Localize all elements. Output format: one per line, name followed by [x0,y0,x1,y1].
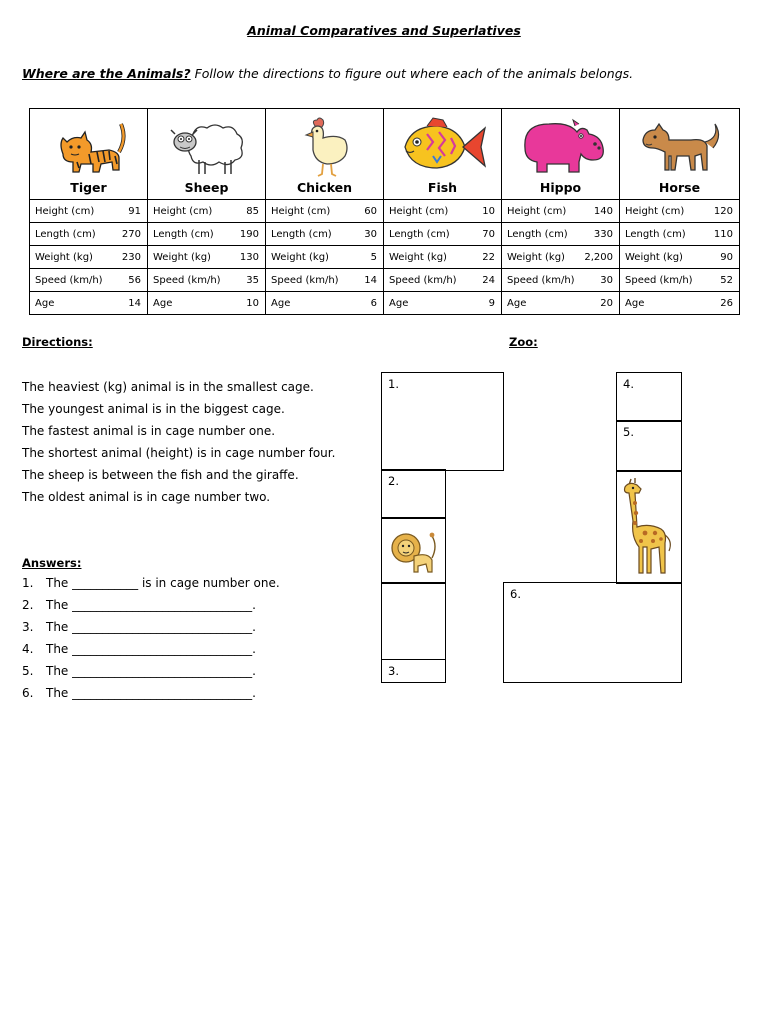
stat-cell: Speed (km/h) 56 [30,269,148,292]
stat-cell: Speed (km/h) 30 [502,269,620,292]
stat-cell: Weight (kg) 2,200 [502,246,620,269]
cage-empty [381,582,446,662]
cage-1[interactable]: 1. [381,372,504,471]
answers-heading: Answers: [22,556,82,570]
horse-icon [635,118,725,178]
chicken-icon [295,116,355,178]
stat-cell: Weight (kg) 22 [384,246,502,269]
cage-5[interactable]: 5. [616,420,682,472]
answer-line[interactable]: 5. The ______________________________. [22,664,256,678]
stat-row-height [30,200,740,223]
animal-card-horse [620,109,740,200]
animal-card-hippo [502,109,620,200]
animal-name-horse: Horse [658,180,701,195]
intro [22,66,633,81]
tiger-icon [49,118,129,178]
animal-name-sheep: Sheep [184,180,229,195]
cage-6[interactable]: 6. [503,582,682,683]
stat-cell: Height (cm) 120 [620,200,740,223]
stat-cell: Length (cm) 190 [148,223,266,246]
intro-lead: Where are the Animals? [22,66,191,81]
hippo-icon [515,114,607,178]
stat-cell: Speed (km/h) 35 [148,269,266,292]
animal-card-fish [384,109,502,200]
cage-2[interactable]: 2. [381,469,446,519]
stat-cell: Age 20 [502,292,620,315]
stat-cell: Age 9 [384,292,502,315]
answer-line[interactable]: 4. The ______________________________. [22,642,256,656]
cage-4[interactable]: 4. [616,372,682,422]
animal-card-sheep [148,109,266,200]
giraffe-icon [621,477,677,577]
page-title: Animal Comparatives and Superlatives [247,23,521,38]
stat-cell: Length (cm) 30 [266,223,384,246]
stat-cell: Length (cm) 270 [30,223,148,246]
animal-name-hippo: Hippo [539,180,582,195]
animal-table [29,108,740,315]
direction-item: The sheep is between the fish and the giraffe. [22,468,299,482]
stat-cell: Speed (km/h) 24 [384,269,502,292]
answer-line[interactable]: 6. The ______________________________. [22,686,256,700]
answer-line[interactable]: 1. The ___________ is in cage number one. [22,576,280,590]
animal-name-fish: Fish [427,180,458,195]
stat-cell: Length (cm) 70 [384,223,502,246]
direction-item: The fastest animal is in cage number one. [22,424,276,438]
animal-name-tiger: Tiger [70,180,107,195]
stat-cell: Length (cm) 110 [620,223,740,246]
cage-3[interactable]: 3. [381,659,446,683]
stat-row-age [30,292,740,315]
stat-cell: Speed (km/h) 14 [266,269,384,292]
answers-section [22,552,280,704]
stat-cell: Height (cm) 85 [148,200,266,223]
stat-cell: Weight (kg) 90 [620,246,740,269]
animal-card-chicken [266,109,384,200]
answer-line[interactable]: 3. The ______________________________. [22,620,256,634]
direction-item: The heaviest (kg) animal is in the smallest cage. [22,380,314,394]
directions-heading: Directions: [22,335,93,349]
animal-header-row [30,109,740,200]
stat-row-length [30,223,740,246]
cage-lion [381,517,446,584]
direction-item: The shortest animal (height) is in cage number four. [22,446,336,460]
cage-giraffe [616,470,682,584]
stat-cell: Age 10 [148,292,266,315]
stat-cell: Weight (kg) 130 [148,246,266,269]
directions-list [22,376,335,508]
direction-item: The youngest animal is in the biggest cage. [22,402,285,416]
intro-text: Follow the directions to figure out where each of the animals belongs. [194,66,634,81]
animal-name-chicken: Chicken [296,180,353,195]
stat-cell: Speed (km/h) 52 [620,269,740,292]
animal-card-tiger [30,109,148,200]
stat-cell: Weight (kg) 5 [266,246,384,269]
zoo-heading: Zoo: [509,335,538,349]
sheep-icon [165,116,249,178]
stat-row-speed [30,269,740,292]
stat-cell: Age 14 [30,292,148,315]
stat-cell: Length (cm) 330 [502,223,620,246]
stat-cell: Height (cm) 10 [384,200,502,223]
stat-cell: Age 6 [266,292,384,315]
stat-cell: Height (cm) 140 [502,200,620,223]
stat-cell: Age 26 [620,292,740,315]
direction-item: The oldest animal is in cage number two. [22,490,271,504]
stat-cell: Height (cm) 91 [30,200,148,223]
stat-cell: Height (cm) 60 [266,200,384,223]
stat-cell: Weight (kg) 230 [30,246,148,269]
lion-icon [388,526,440,578]
answer-line[interactable]: 2. The ______________________________. [22,598,256,612]
fish-icon [397,116,489,178]
stat-row-weight [30,246,740,269]
